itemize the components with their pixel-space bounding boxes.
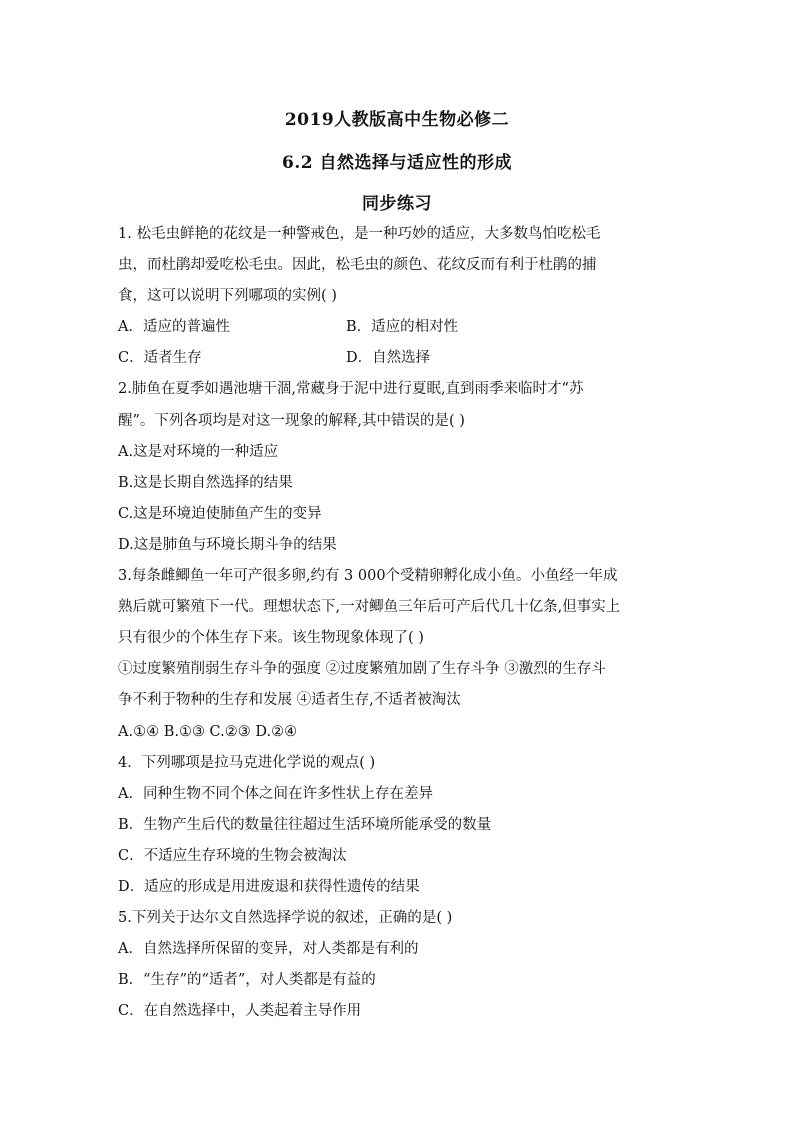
question-4 bbox=[118, 748, 678, 903]
lesson-title: 6.2 自然选择与适应性的形成 bbox=[282, 153, 512, 173]
option-a: A．适应的普遍性 bbox=[118, 319, 230, 336]
question-stem-line: 醒”。下列各项均是对这一现象的解释,其中错误的是( ) bbox=[118, 412, 465, 429]
question-3 bbox=[118, 561, 678, 748]
question-2 bbox=[118, 374, 678, 561]
option-a: A．自然选择所保留的变异，对人类都是有利的 bbox=[118, 941, 419, 958]
question-stem-line: 1. 松毛虫鲜艳的花纹是一种警戒色，是一种巧妙的适应，大多数鸟怕吃松毛 bbox=[118, 226, 601, 242]
option-d: D．自然选择 bbox=[346, 350, 431, 367]
option-a: A.这是对环境的一种适应 bbox=[118, 443, 279, 460]
option-c: C.这是环境迫使肺鱼产生的变异 bbox=[118, 505, 322, 522]
question-list bbox=[118, 219, 678, 1027]
question-stem-line: 4．下列哪项是拉马克进化学说的观点( ) bbox=[118, 754, 376, 771]
option-row: A.①④ B.①③ C.②③ D.②④ bbox=[118, 723, 298, 740]
option-b: B．“生存”的“适者”，对人类都是有益的 bbox=[118, 972, 376, 989]
option-d: D.这是肺鱼与环境长期斗争的结果 bbox=[118, 536, 337, 553]
option-b: B．适应的相对性 bbox=[346, 319, 459, 336]
question-stem-line: 2.肺鱼在夏季如遇池塘干涸,常藏身于泥中进行夏眠,直到雨季来临时才“苏 bbox=[118, 381, 584, 398]
question-stem-line: 虫，而杜鹃却爱吃松毛虫。因此，松毛虫的颜色、花纹反而有利于杜鹃的捕 bbox=[118, 257, 597, 274]
option-c: C．适者生存 bbox=[118, 350, 202, 367]
option-c: C．在自然选择中，人类起着主导作用 bbox=[118, 1003, 362, 1020]
option-b: B．生物产生后代的数量往往超过生活环境所能承受的数量 bbox=[118, 816, 492, 833]
option-row bbox=[118, 312, 678, 343]
question-stem-line: 5.下列关于达尔文自然选择学说的叙述，正确的是( ) bbox=[118, 910, 453, 927]
question-5 bbox=[118, 903, 678, 1027]
option-row bbox=[118, 343, 678, 374]
option-a: A．同种生物不同个体之间在许多性状上存在差异 bbox=[118, 785, 433, 802]
option-d: D．适应的形成是用进废退和获得性遗传的结果 bbox=[118, 878, 420, 895]
option-b: B.这是长期自然选择的结果 bbox=[118, 474, 293, 491]
section-title: 同步练习 bbox=[362, 194, 432, 214]
question-1 bbox=[118, 219, 678, 374]
question-stem-line: ①过度繁殖削弱生存斗争的强度 ②过度繁殖加剧了生存斗争 ③激烈的生存斗 bbox=[118, 661, 606, 678]
question-stem-line: 食，这可以说明下列哪项的实例( ) bbox=[118, 288, 337, 305]
question-stem-line: 3.每条雌鲫鱼一年可产很多卵,约有 3 000个受精卵孵化成小鱼。小鱼经一年成 bbox=[118, 568, 618, 585]
question-stem-line: 熟后就可繁殖下一代。理想状态下,一对鲫鱼三年后可产后代几十亿条,但事实上 bbox=[118, 599, 621, 616]
question-stem-line: 争不利于物种的生存和发展 ④适者生存,不适者被淘汰 bbox=[118, 692, 461, 709]
question-stem-line: 只有很少的个体生存下来。该生物现象体现了( ) bbox=[118, 630, 424, 647]
option-c: C．不适应生存环境的生物会被淘汰 bbox=[118, 847, 347, 864]
document-title: 2019人教版高中生物必修二 bbox=[284, 110, 510, 130]
